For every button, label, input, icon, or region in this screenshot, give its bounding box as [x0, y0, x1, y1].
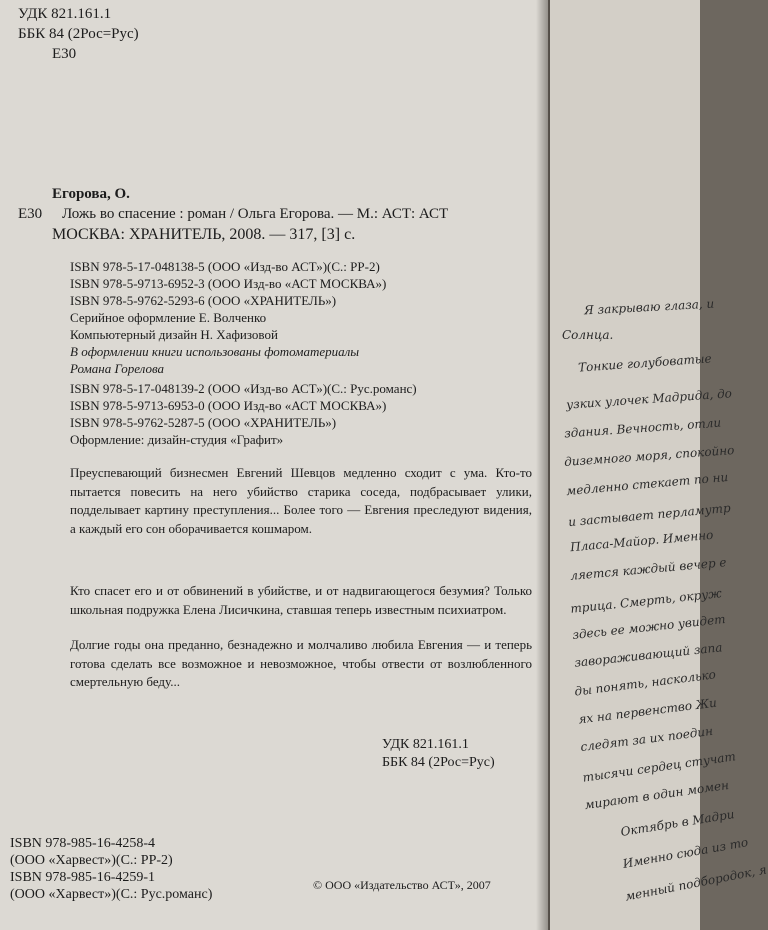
- facing-text-line: трица. Смерть, окруж: [569, 586, 723, 616]
- facing-page: [550, 0, 768, 930]
- credit-line: Серийное оформление Е. Волченко: [70, 310, 267, 325]
- annotation-paragraph: Долгие годы она преданно, безнадежно и молчаливо любила Евгения — и теперь готова сделать все возможное и невозможное, чтобы отвести от возлюбленного смертельную беду...: [70, 637, 532, 689]
- classification-bottom: [382, 736, 495, 772]
- biblio-line-2: МОСКВА: ХРАНИТЕЛЬ, 2008. — 317, [3] с.: [52, 226, 356, 243]
- facing-text-line: здесь ее можно увидет: [571, 611, 727, 643]
- facing-text-line: Октябрь в Мадри: [619, 807, 736, 839]
- author-mark: Е30: [18, 206, 43, 222]
- facing-text-line: Тонкие голубоватые: [577, 351, 713, 375]
- facing-text-line: Именно сюда из то: [621, 835, 750, 871]
- facing-text-line: мирают в один момен: [583, 777, 730, 813]
- facing-text-line: ляется каждый вечер е: [569, 555, 727, 583]
- annotation-paragraph: Преуспевающий бизнесмен Евгений Шевцов медленно сходит с ума. Кто-то пытается повесить на него убийство старика соседа, подбрасывает улики, подделывает картину преступления... Более того — Евгения преследуют видения, а каждый его сон оборачивается кошмаром.: [70, 465, 532, 536]
- isbn-line: ISBN 978-5-17-048138-5 (ООО «Изд-во АСТ»)(С.: РР-2): [70, 259, 380, 274]
- annotation-paragraph: Кто спасет его и от обвинений в убийстве, и от надвигающегося безумия? Только школьная подружка Елена Лисичкина, ставшая теперь известным психиатром.: [70, 583, 532, 617]
- facing-text-line: Пласа-Майор. Именно: [569, 527, 714, 555]
- facing-text-line: менный подбородок, я: [623, 862, 768, 904]
- harvest-isbn-block: [10, 835, 212, 903]
- credit-line: Оформление: дизайн-студия «Графит»: [70, 432, 284, 447]
- isbn-block-1: [70, 258, 386, 377]
- facing-text-line: медленно стекает по ни: [565, 469, 729, 499]
- facing-text-line: и застывает перламутр: [567, 500, 732, 530]
- publisher-line: (ООО «Харвест»)(С.: Рус.романс): [10, 887, 213, 902]
- isbn-line: ISBN 978-5-9713-6953-0 (ООО Изд-во «АСТ МОСКВА»): [70, 398, 387, 413]
- credit-line-italic: В оформлении книги использованы фотоматериалы: [70, 344, 360, 359]
- facing-text-line: Солнца.: [562, 328, 614, 342]
- isbn-block-2: [70, 380, 417, 448]
- facing-text-line: ды понять, насколько: [573, 667, 717, 699]
- copyright-notice: © ООО «Издательство АСТ», 2007: [313, 878, 491, 892]
- facing-text-line: диземного моря, спокойно: [563, 443, 735, 469]
- biblio-line-1: Ложь во спасение : роман / Ольга Егорова. — М.: АСТ: АСТ: [62, 206, 449, 222]
- facing-text-line: Я закрываю глаза, и: [583, 296, 715, 318]
- facing-text-line: ях на первенство Жи: [577, 695, 718, 727]
- isbn-line: ISBN 978-985-16-4258-4: [10, 836, 156, 851]
- facing-text-line: завораживающий запа: [573, 640, 724, 670]
- udk-top: УДК 821.161.1: [18, 6, 112, 22]
- author-mark-top: Е30: [52, 46, 77, 62]
- publisher-line: (ООО «Харвест»)(С.: РР-2): [10, 853, 173, 868]
- isbn-line: ISBN 978-985-16-4259-1: [10, 870, 156, 885]
- credit-line-italic: Романа Горелова: [70, 361, 165, 376]
- facing-text-line: следят за их поедин: [579, 723, 714, 755]
- classification-top: [18, 4, 139, 44]
- isbn-line: ISBN 978-5-9713-6952-3 (ООО Изд-во «АСТ МОСКВА»): [70, 276, 387, 291]
- facing-text-line: здания. Вечность, отли: [563, 415, 722, 441]
- author-heading: Егорова, О.: [52, 186, 130, 202]
- isbn-line: ISBN 978-5-17-048139-2 (ООО «Изд-во АСТ»)(С.: Рус.романс): [70, 381, 417, 396]
- isbn-line: ISBN 978-5-9762-5287-5 (ООО «ХРАНИТЕЛЬ»): [70, 415, 337, 430]
- facing-text-line: тысячи сердец стучат: [581, 749, 737, 785]
- facing-text-line: узких улочек Мадрида, до: [565, 386, 733, 412]
- credit-line: Компьютерный дизайн Н. Хафизовой: [70, 327, 278, 342]
- isbn-line: ISBN 978-5-9762-5293-6 (ООО «ХРАНИТЕЛЬ»): [70, 293, 337, 308]
- udk-bottom: УДК 821.161.1: [382, 737, 469, 752]
- bbk-bottom: ББК 84 (2Рос=Рус): [382, 755, 495, 770]
- bbk-top: ББК 84 (2Рос=Рус): [18, 26, 139, 42]
